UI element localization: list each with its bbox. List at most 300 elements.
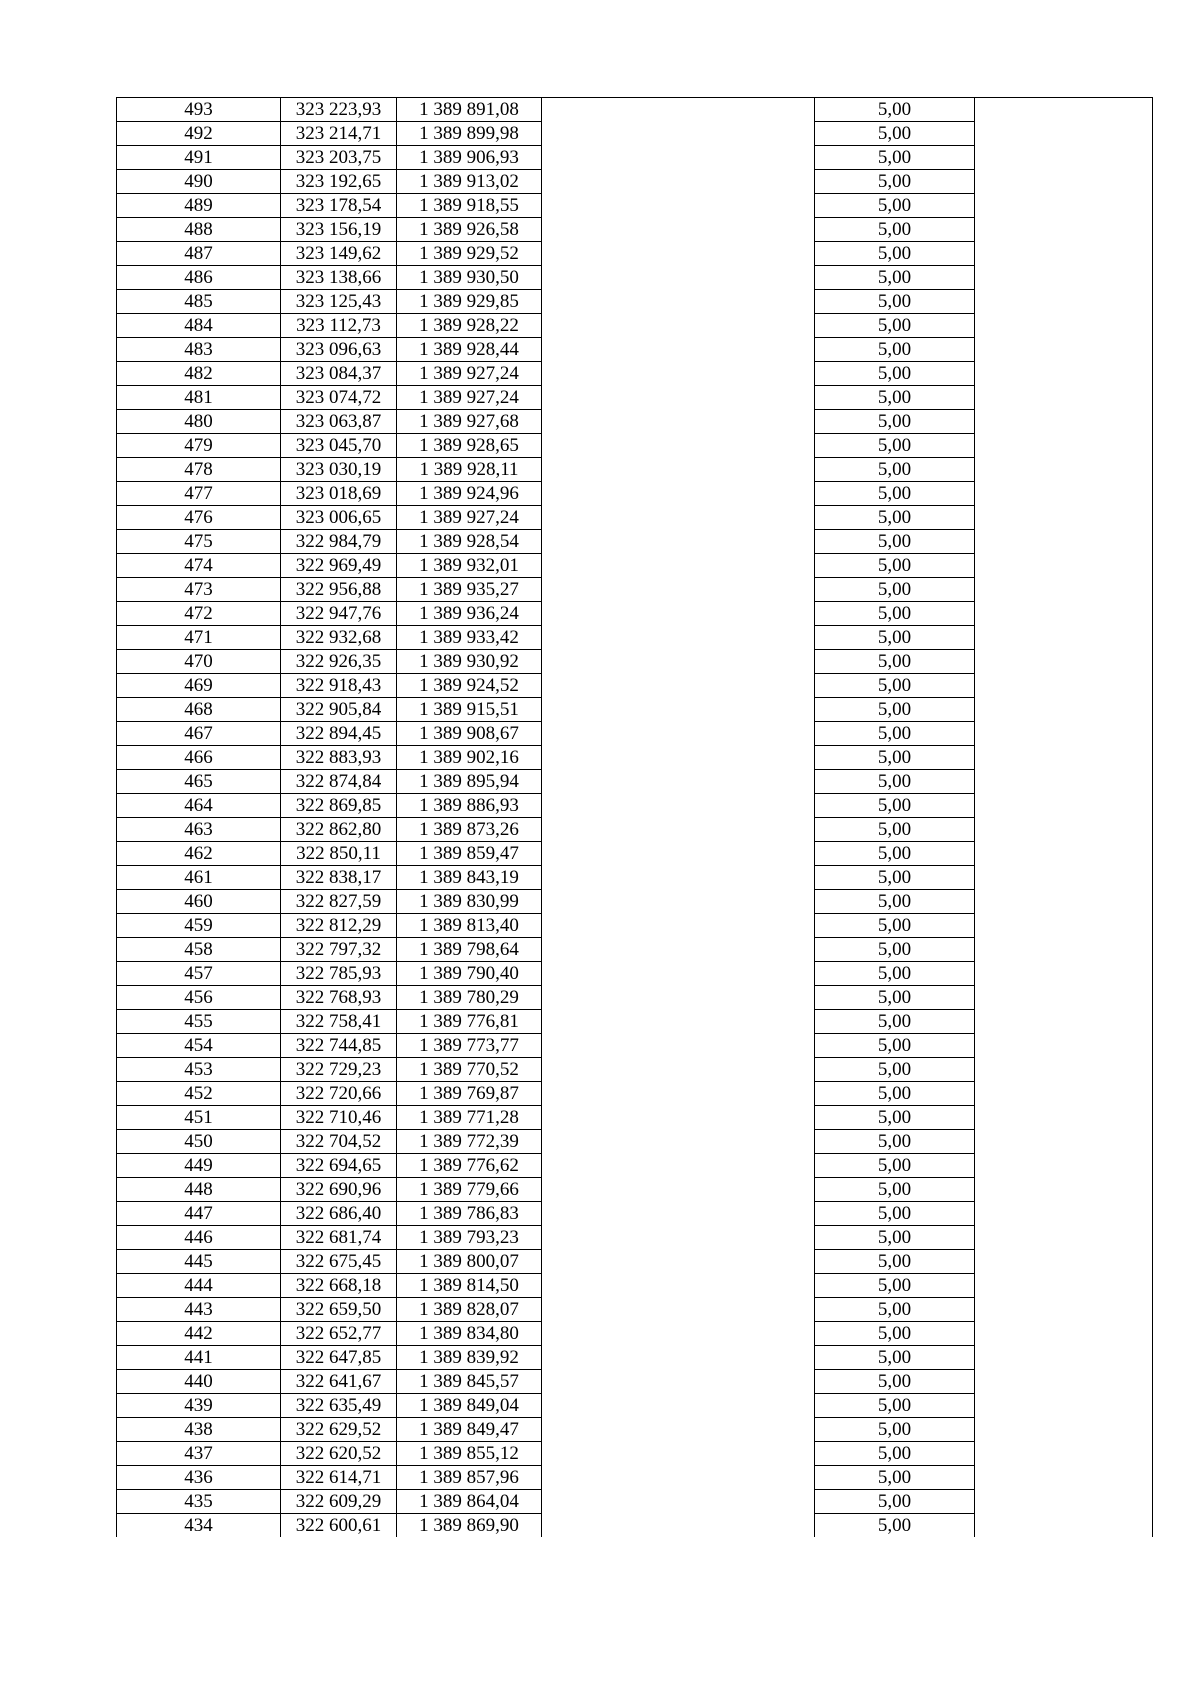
table-row bbox=[117, 1130, 1153, 1154]
y-coordinate-cell: 1 389 927,68 bbox=[397, 410, 542, 434]
x-coordinate-cell: 323 018,69 bbox=[281, 482, 397, 506]
empty-cell bbox=[975, 290, 1153, 314]
y-coordinate-cell: 1 389 928,65 bbox=[397, 434, 542, 458]
x-coordinate-cell: 322 668,18 bbox=[281, 1274, 397, 1298]
empty-cell bbox=[542, 1082, 815, 1106]
empty-cell bbox=[975, 1514, 1153, 1538]
x-coordinate-cell: 323 063,87 bbox=[281, 410, 397, 434]
empty-cell bbox=[975, 650, 1153, 674]
empty-cell bbox=[542, 170, 815, 194]
point-number-cell: 444 bbox=[117, 1274, 281, 1298]
table-row bbox=[117, 794, 1153, 818]
x-coordinate-cell: 322 768,93 bbox=[281, 986, 397, 1010]
empty-cell bbox=[542, 986, 815, 1010]
empty-cell bbox=[542, 434, 815, 458]
accuracy-cell: 5,00 bbox=[815, 962, 975, 986]
empty-cell bbox=[975, 986, 1153, 1010]
x-coordinate-cell: 323 125,43 bbox=[281, 290, 397, 314]
point-number-cell: 469 bbox=[117, 674, 281, 698]
empty-cell bbox=[542, 1106, 815, 1130]
table-row bbox=[117, 98, 1153, 122]
empty-cell bbox=[975, 122, 1153, 146]
empty-cell bbox=[975, 1034, 1153, 1058]
point-number-cell: 487 bbox=[117, 242, 281, 266]
empty-cell bbox=[542, 98, 815, 122]
point-number-cell: 442 bbox=[117, 1322, 281, 1346]
accuracy-cell: 5,00 bbox=[815, 1178, 975, 1202]
empty-cell bbox=[542, 1202, 815, 1226]
table-row bbox=[117, 1058, 1153, 1082]
y-coordinate-cell: 1 389 936,24 bbox=[397, 602, 542, 626]
x-coordinate-cell: 322 620,52 bbox=[281, 1442, 397, 1466]
accuracy-cell: 5,00 bbox=[815, 1370, 975, 1394]
accuracy-cell: 5,00 bbox=[815, 938, 975, 962]
empty-cell bbox=[542, 146, 815, 170]
point-number-cell: 468 bbox=[117, 698, 281, 722]
table-row bbox=[117, 842, 1153, 866]
x-coordinate-cell: 322 905,84 bbox=[281, 698, 397, 722]
point-number-cell: 472 bbox=[117, 602, 281, 626]
accuracy-cell: 5,00 bbox=[815, 986, 975, 1010]
y-coordinate-cell: 1 389 928,11 bbox=[397, 458, 542, 482]
accuracy-cell: 5,00 bbox=[815, 1466, 975, 1490]
point-number-cell: 458 bbox=[117, 938, 281, 962]
x-coordinate-cell: 322 969,49 bbox=[281, 554, 397, 578]
empty-cell bbox=[542, 1178, 815, 1202]
empty-cell bbox=[975, 818, 1153, 842]
empty-cell bbox=[975, 1298, 1153, 1322]
point-number-cell: 438 bbox=[117, 1418, 281, 1442]
empty-cell bbox=[975, 1130, 1153, 1154]
point-number-cell: 452 bbox=[117, 1082, 281, 1106]
y-coordinate-cell: 1 389 930,92 bbox=[397, 650, 542, 674]
y-coordinate-cell: 1 389 899,98 bbox=[397, 122, 542, 146]
x-coordinate-cell: 323 192,65 bbox=[281, 170, 397, 194]
accuracy-cell: 5,00 bbox=[815, 410, 975, 434]
table-row bbox=[117, 914, 1153, 938]
y-coordinate-cell: 1 389 857,96 bbox=[397, 1466, 542, 1490]
empty-cell bbox=[542, 338, 815, 362]
empty-cell bbox=[542, 410, 815, 434]
empty-cell bbox=[542, 602, 815, 626]
empty-cell bbox=[542, 938, 815, 962]
point-number-cell: 451 bbox=[117, 1106, 281, 1130]
empty-cell bbox=[975, 434, 1153, 458]
table-row bbox=[117, 1226, 1153, 1250]
table-row bbox=[117, 722, 1153, 746]
y-coordinate-cell: 1 389 771,28 bbox=[397, 1106, 542, 1130]
table-row bbox=[117, 746, 1153, 770]
y-coordinate-cell: 1 389 913,02 bbox=[397, 170, 542, 194]
x-coordinate-cell: 323 203,75 bbox=[281, 146, 397, 170]
empty-cell bbox=[975, 1178, 1153, 1202]
table-row bbox=[117, 1298, 1153, 1322]
accuracy-cell: 5,00 bbox=[815, 146, 975, 170]
accuracy-cell: 5,00 bbox=[815, 770, 975, 794]
point-number-cell: 489 bbox=[117, 194, 281, 218]
empty-cell bbox=[975, 746, 1153, 770]
x-coordinate-cell: 323 138,66 bbox=[281, 266, 397, 290]
point-number-cell: 491 bbox=[117, 146, 281, 170]
empty-cell bbox=[975, 266, 1153, 290]
point-number-cell: 446 bbox=[117, 1226, 281, 1250]
table-row bbox=[117, 578, 1153, 602]
x-coordinate-cell: 323 223,93 bbox=[281, 98, 397, 122]
y-coordinate-cell: 1 389 869,90 bbox=[397, 1514, 542, 1538]
y-coordinate-cell: 1 389 895,94 bbox=[397, 770, 542, 794]
accuracy-cell: 5,00 bbox=[815, 122, 975, 146]
point-number-cell: 492 bbox=[117, 122, 281, 146]
point-number-cell: 441 bbox=[117, 1346, 281, 1370]
accuracy-cell: 5,00 bbox=[815, 674, 975, 698]
empty-cell bbox=[975, 362, 1153, 386]
table-row bbox=[117, 290, 1153, 314]
point-number-cell: 454 bbox=[117, 1034, 281, 1058]
point-number-cell: 479 bbox=[117, 434, 281, 458]
x-coordinate-cell: 323 074,72 bbox=[281, 386, 397, 410]
empty-cell bbox=[975, 146, 1153, 170]
coordinates-table bbox=[116, 97, 1153, 1537]
y-coordinate-cell: 1 389 902,16 bbox=[397, 746, 542, 770]
empty-cell bbox=[542, 1298, 815, 1322]
y-coordinate-cell: 1 389 928,54 bbox=[397, 530, 542, 554]
table-row bbox=[117, 146, 1153, 170]
point-number-cell: 481 bbox=[117, 386, 281, 410]
point-number-cell: 477 bbox=[117, 482, 281, 506]
point-number-cell: 450 bbox=[117, 1130, 281, 1154]
table-row bbox=[117, 1106, 1153, 1130]
point-number-cell: 464 bbox=[117, 794, 281, 818]
table-row bbox=[117, 698, 1153, 722]
x-coordinate-cell: 323 084,37 bbox=[281, 362, 397, 386]
empty-cell bbox=[975, 1226, 1153, 1250]
empty-cell bbox=[975, 1082, 1153, 1106]
table-row bbox=[117, 962, 1153, 986]
accuracy-cell: 5,00 bbox=[815, 314, 975, 338]
point-number-cell: 455 bbox=[117, 1010, 281, 1034]
accuracy-cell: 5,00 bbox=[815, 866, 975, 890]
table-row bbox=[117, 986, 1153, 1010]
point-number-cell: 447 bbox=[117, 1202, 281, 1226]
empty-cell bbox=[975, 1058, 1153, 1082]
empty-cell bbox=[975, 1442, 1153, 1466]
empty-cell bbox=[975, 98, 1153, 122]
y-coordinate-cell: 1 389 933,42 bbox=[397, 626, 542, 650]
x-coordinate-cell: 322 614,71 bbox=[281, 1466, 397, 1490]
x-coordinate-cell: 322 827,59 bbox=[281, 890, 397, 914]
x-coordinate-cell: 322 984,79 bbox=[281, 530, 397, 554]
y-coordinate-cell: 1 389 927,24 bbox=[397, 386, 542, 410]
empty-cell bbox=[975, 194, 1153, 218]
empty-cell bbox=[975, 578, 1153, 602]
empty-cell bbox=[542, 794, 815, 818]
table-row bbox=[117, 866, 1153, 890]
empty-cell bbox=[542, 530, 815, 554]
accuracy-cell: 5,00 bbox=[815, 650, 975, 674]
table-row bbox=[117, 554, 1153, 578]
empty-cell bbox=[975, 1346, 1153, 1370]
accuracy-cell: 5,00 bbox=[815, 1226, 975, 1250]
empty-cell bbox=[975, 1490, 1153, 1514]
accuracy-cell: 5,00 bbox=[815, 602, 975, 626]
x-coordinate-cell: 322 647,85 bbox=[281, 1346, 397, 1370]
empty-cell bbox=[975, 410, 1153, 434]
y-coordinate-cell: 1 389 927,24 bbox=[397, 362, 542, 386]
x-coordinate-cell: 322 704,52 bbox=[281, 1130, 397, 1154]
x-coordinate-cell: 322 956,88 bbox=[281, 578, 397, 602]
empty-cell bbox=[542, 386, 815, 410]
point-number-cell: 470 bbox=[117, 650, 281, 674]
point-number-cell: 463 bbox=[117, 818, 281, 842]
accuracy-cell: 5,00 bbox=[815, 722, 975, 746]
x-coordinate-cell: 322 918,43 bbox=[281, 674, 397, 698]
point-number-cell: 476 bbox=[117, 506, 281, 530]
accuracy-cell: 5,00 bbox=[815, 194, 975, 218]
y-coordinate-cell: 1 389 800,07 bbox=[397, 1250, 542, 1274]
empty-cell bbox=[542, 890, 815, 914]
x-coordinate-cell: 322 675,45 bbox=[281, 1250, 397, 1274]
table-row bbox=[117, 194, 1153, 218]
empty-cell bbox=[542, 722, 815, 746]
empty-cell bbox=[542, 242, 815, 266]
empty-cell bbox=[542, 1226, 815, 1250]
x-coordinate-cell: 322 947,76 bbox=[281, 602, 397, 626]
empty-cell bbox=[975, 842, 1153, 866]
point-number-cell: 434 bbox=[117, 1514, 281, 1538]
point-number-cell: 490 bbox=[117, 170, 281, 194]
point-number-cell: 483 bbox=[117, 338, 281, 362]
y-coordinate-cell: 1 389 839,92 bbox=[397, 1346, 542, 1370]
y-coordinate-cell: 1 389 793,23 bbox=[397, 1226, 542, 1250]
accuracy-cell: 5,00 bbox=[815, 1250, 975, 1274]
y-coordinate-cell: 1 389 886,93 bbox=[397, 794, 542, 818]
table-row bbox=[117, 122, 1153, 146]
point-number-cell: 478 bbox=[117, 458, 281, 482]
empty-cell bbox=[975, 962, 1153, 986]
accuracy-cell: 5,00 bbox=[815, 434, 975, 458]
point-number-cell: 485 bbox=[117, 290, 281, 314]
empty-cell bbox=[542, 578, 815, 602]
accuracy-cell: 5,00 bbox=[815, 698, 975, 722]
point-number-cell: 480 bbox=[117, 410, 281, 434]
empty-cell bbox=[542, 1370, 815, 1394]
y-coordinate-cell: 1 389 798,64 bbox=[397, 938, 542, 962]
x-coordinate-cell: 322 681,74 bbox=[281, 1226, 397, 1250]
x-coordinate-cell: 322 635,49 bbox=[281, 1394, 397, 1418]
x-coordinate-cell: 322 797,32 bbox=[281, 938, 397, 962]
x-coordinate-cell: 322 850,11 bbox=[281, 842, 397, 866]
y-coordinate-cell: 1 389 929,52 bbox=[397, 242, 542, 266]
x-coordinate-cell: 322 629,52 bbox=[281, 1418, 397, 1442]
empty-cell bbox=[542, 1346, 815, 1370]
empty-cell bbox=[542, 1058, 815, 1082]
table-row bbox=[117, 890, 1153, 914]
empty-cell bbox=[542, 362, 815, 386]
empty-cell bbox=[542, 506, 815, 530]
table-row bbox=[117, 602, 1153, 626]
empty-cell bbox=[975, 530, 1153, 554]
table-row bbox=[117, 1370, 1153, 1394]
point-number-cell: 482 bbox=[117, 362, 281, 386]
empty-cell bbox=[975, 890, 1153, 914]
point-number-cell: 462 bbox=[117, 842, 281, 866]
table-row bbox=[117, 1418, 1153, 1442]
point-number-cell: 459 bbox=[117, 914, 281, 938]
table-row bbox=[117, 1394, 1153, 1418]
table-row bbox=[117, 1442, 1153, 1466]
accuracy-cell: 5,00 bbox=[815, 218, 975, 242]
x-coordinate-cell: 322 690,96 bbox=[281, 1178, 397, 1202]
y-coordinate-cell: 1 389 779,66 bbox=[397, 1178, 542, 1202]
y-coordinate-cell: 1 389 776,81 bbox=[397, 1010, 542, 1034]
empty-cell bbox=[542, 626, 815, 650]
empty-cell bbox=[975, 866, 1153, 890]
table-row bbox=[117, 242, 1153, 266]
table-row bbox=[117, 1514, 1153, 1538]
empty-cell bbox=[975, 338, 1153, 362]
point-number-cell: 461 bbox=[117, 866, 281, 890]
y-coordinate-cell: 1 389 928,44 bbox=[397, 338, 542, 362]
accuracy-cell: 5,00 bbox=[815, 1034, 975, 1058]
accuracy-cell: 5,00 bbox=[815, 1202, 975, 1226]
empty-cell bbox=[975, 386, 1153, 410]
empty-cell bbox=[975, 458, 1153, 482]
empty-cell bbox=[542, 1274, 815, 1298]
table-row bbox=[117, 530, 1153, 554]
point-number-cell: 475 bbox=[117, 530, 281, 554]
accuracy-cell: 5,00 bbox=[815, 290, 975, 314]
accuracy-cell: 5,00 bbox=[815, 554, 975, 578]
y-coordinate-cell: 1 389 859,47 bbox=[397, 842, 542, 866]
x-coordinate-cell: 322 758,41 bbox=[281, 1010, 397, 1034]
y-coordinate-cell: 1 389 769,87 bbox=[397, 1082, 542, 1106]
empty-cell bbox=[975, 602, 1153, 626]
accuracy-cell: 5,00 bbox=[815, 506, 975, 530]
empty-cell bbox=[542, 842, 815, 866]
point-number-cell: 465 bbox=[117, 770, 281, 794]
point-number-cell: 456 bbox=[117, 986, 281, 1010]
empty-cell bbox=[975, 1418, 1153, 1442]
x-coordinate-cell: 322 932,68 bbox=[281, 626, 397, 650]
x-coordinate-cell: 322 600,61 bbox=[281, 1514, 397, 1538]
empty-cell bbox=[542, 266, 815, 290]
empty-cell bbox=[542, 770, 815, 794]
empty-cell bbox=[975, 1322, 1153, 1346]
point-number-cell: 448 bbox=[117, 1178, 281, 1202]
point-number-cell: 493 bbox=[117, 98, 281, 122]
empty-cell bbox=[975, 170, 1153, 194]
x-coordinate-cell: 322 686,40 bbox=[281, 1202, 397, 1226]
point-number-cell: 484 bbox=[117, 314, 281, 338]
empty-cell bbox=[542, 1514, 815, 1538]
table-row bbox=[117, 1274, 1153, 1298]
accuracy-cell: 5,00 bbox=[815, 626, 975, 650]
y-coordinate-cell: 1 389 834,80 bbox=[397, 1322, 542, 1346]
x-coordinate-cell: 323 112,73 bbox=[281, 314, 397, 338]
x-coordinate-cell: 322 874,84 bbox=[281, 770, 397, 794]
point-number-cell: 435 bbox=[117, 1490, 281, 1514]
x-coordinate-cell: 322 838,17 bbox=[281, 866, 397, 890]
y-coordinate-cell: 1 389 773,77 bbox=[397, 1034, 542, 1058]
empty-cell bbox=[542, 554, 815, 578]
accuracy-cell: 5,00 bbox=[815, 1298, 975, 1322]
empty-cell bbox=[975, 506, 1153, 530]
empty-cell bbox=[542, 482, 815, 506]
empty-cell bbox=[542, 1322, 815, 1346]
x-coordinate-cell: 323 149,62 bbox=[281, 242, 397, 266]
y-coordinate-cell: 1 389 813,40 bbox=[397, 914, 542, 938]
x-coordinate-cell: 323 178,54 bbox=[281, 194, 397, 218]
accuracy-cell: 5,00 bbox=[815, 1130, 975, 1154]
y-coordinate-cell: 1 389 770,52 bbox=[397, 1058, 542, 1082]
empty-cell bbox=[975, 770, 1153, 794]
accuracy-cell: 5,00 bbox=[815, 170, 975, 194]
table-row bbox=[117, 362, 1153, 386]
table-row bbox=[117, 1082, 1153, 1106]
x-coordinate-cell: 323 214,71 bbox=[281, 122, 397, 146]
empty-cell bbox=[542, 458, 815, 482]
empty-cell bbox=[975, 218, 1153, 242]
table-row bbox=[117, 770, 1153, 794]
empty-cell bbox=[542, 866, 815, 890]
x-coordinate-cell: 323 030,19 bbox=[281, 458, 397, 482]
point-number-cell: 443 bbox=[117, 1298, 281, 1322]
accuracy-cell: 5,00 bbox=[815, 338, 975, 362]
point-number-cell: 449 bbox=[117, 1154, 281, 1178]
y-coordinate-cell: 1 389 929,85 bbox=[397, 290, 542, 314]
empty-cell bbox=[542, 674, 815, 698]
y-coordinate-cell: 1 389 855,12 bbox=[397, 1442, 542, 1466]
point-number-cell: 471 bbox=[117, 626, 281, 650]
accuracy-cell: 5,00 bbox=[815, 1058, 975, 1082]
empty-cell bbox=[542, 962, 815, 986]
x-coordinate-cell: 322 812,29 bbox=[281, 914, 397, 938]
x-coordinate-cell: 322 659,50 bbox=[281, 1298, 397, 1322]
point-number-cell: 445 bbox=[117, 1250, 281, 1274]
empty-cell bbox=[975, 938, 1153, 962]
empty-cell bbox=[542, 314, 815, 338]
empty-cell bbox=[542, 218, 815, 242]
empty-cell bbox=[975, 482, 1153, 506]
accuracy-cell: 5,00 bbox=[815, 818, 975, 842]
empty-cell bbox=[975, 914, 1153, 938]
x-coordinate-cell: 323 156,19 bbox=[281, 218, 397, 242]
y-coordinate-cell: 1 389 928,22 bbox=[397, 314, 542, 338]
table-row bbox=[117, 1154, 1153, 1178]
y-coordinate-cell: 1 389 935,27 bbox=[397, 578, 542, 602]
point-number-cell: 467 bbox=[117, 722, 281, 746]
x-coordinate-cell: 322 869,85 bbox=[281, 794, 397, 818]
x-coordinate-cell: 322 926,35 bbox=[281, 650, 397, 674]
table-row bbox=[117, 386, 1153, 410]
table-row bbox=[117, 506, 1153, 530]
point-number-cell: 488 bbox=[117, 218, 281, 242]
empty-cell bbox=[542, 746, 815, 770]
empty-cell bbox=[542, 1034, 815, 1058]
point-number-cell: 457 bbox=[117, 962, 281, 986]
y-coordinate-cell: 1 389 932,01 bbox=[397, 554, 542, 578]
accuracy-cell: 5,00 bbox=[815, 482, 975, 506]
accuracy-cell: 5,00 bbox=[815, 362, 975, 386]
empty-cell bbox=[975, 554, 1153, 578]
accuracy-cell: 5,00 bbox=[815, 242, 975, 266]
x-coordinate-cell: 322 744,85 bbox=[281, 1034, 397, 1058]
y-coordinate-cell: 1 389 830,99 bbox=[397, 890, 542, 914]
y-coordinate-cell: 1 389 864,04 bbox=[397, 1490, 542, 1514]
empty-cell bbox=[542, 1418, 815, 1442]
accuracy-cell: 5,00 bbox=[815, 530, 975, 554]
empty-cell bbox=[542, 1154, 815, 1178]
